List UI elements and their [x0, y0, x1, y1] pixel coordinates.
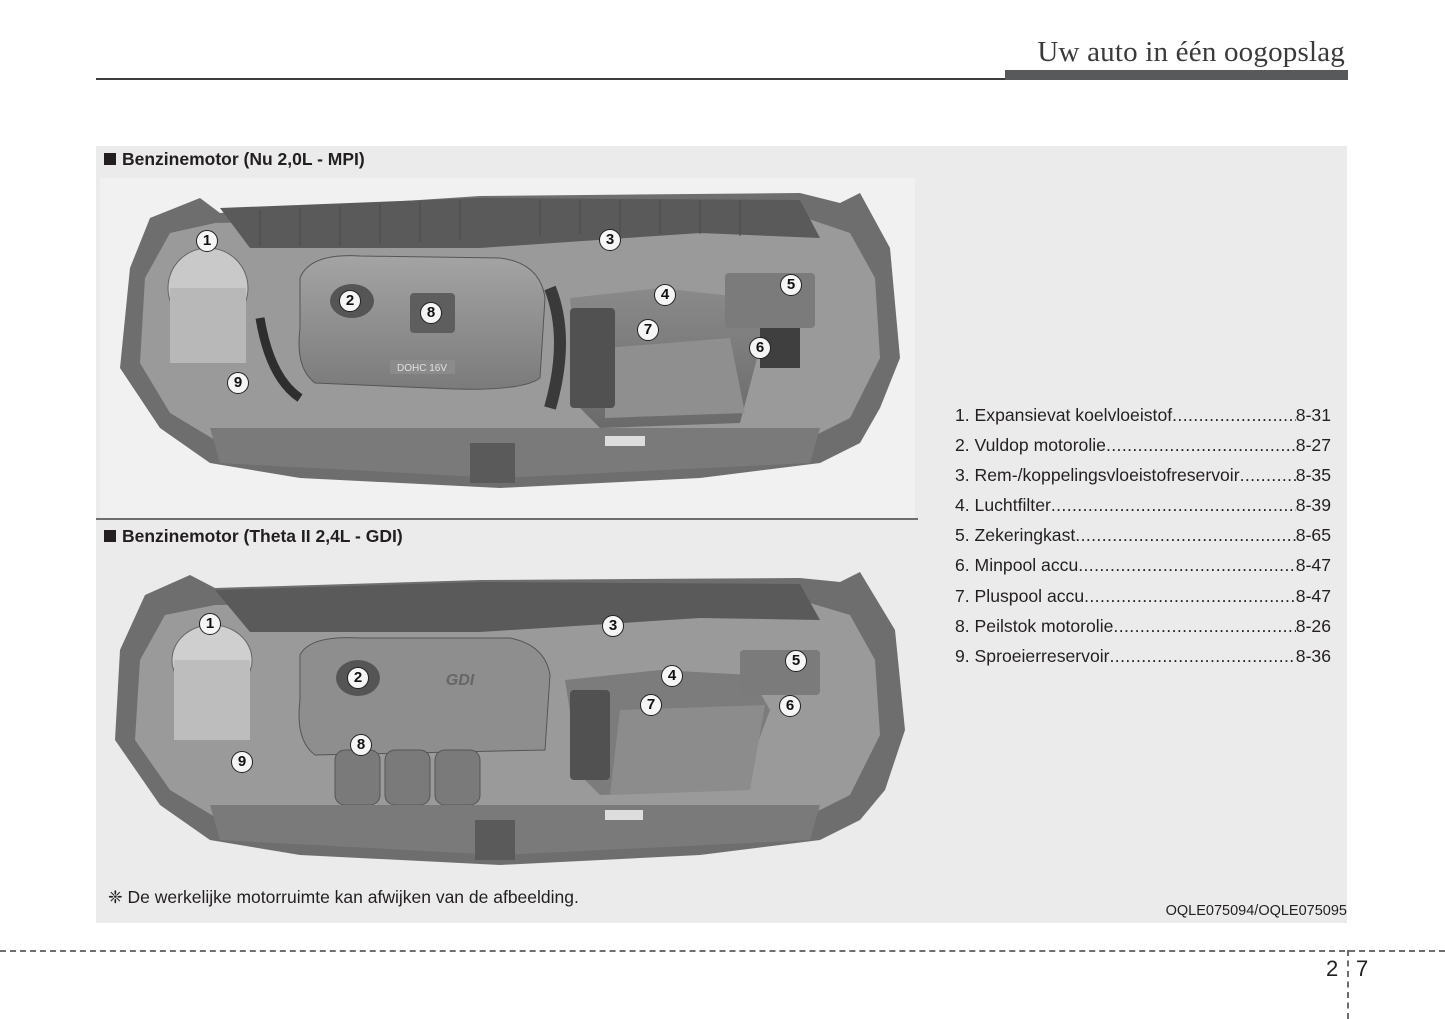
legend-item — [955, 646, 1331, 676]
engine-bay-graphic — [100, 178, 915, 518]
legend-page-ref: 8-27 — [1295, 435, 1331, 456]
callout-9: 9 — [227, 372, 249, 394]
callout-6: 6 — [779, 695, 801, 717]
leader-dots — [1084, 586, 1296, 607]
leader-dots — [1106, 435, 1296, 456]
legend-label: 6. Minpool accu — [955, 555, 1079, 576]
leader-dots — [1078, 555, 1296, 576]
chapter-title: Uw auto in één oogopslag — [1037, 36, 1345, 68]
legend-page-ref: 8-65 — [1295, 525, 1331, 546]
leader-dots — [1240, 465, 1296, 486]
legend-page-ref: 8-39 — [1295, 495, 1331, 516]
callout-1: 1 — [199, 613, 221, 635]
section-divider — [96, 518, 918, 520]
legend-page-ref: 8-47 — [1295, 585, 1331, 606]
header-rule-accent — [1005, 70, 1348, 80]
callout-7: 7 — [640, 694, 662, 716]
legend-item — [955, 555, 1331, 585]
callout-2: 2 — [347, 667, 369, 689]
legend-item — [955, 525, 1331, 555]
leader-dots — [1051, 495, 1296, 516]
legend-page-ref: 8-35 — [1295, 465, 1331, 486]
leader-dots — [1075, 525, 1296, 546]
bullet-square-icon — [104, 153, 116, 165]
callout-4: 4 — [661, 665, 683, 687]
callout-4: 4 — [654, 284, 676, 306]
bullet-square-icon — [104, 530, 116, 542]
callout-3: 3 — [599, 229, 621, 251]
callout-7: 7 — [637, 319, 659, 341]
callout-1: 1 — [196, 230, 218, 252]
page-number-separator — [1347, 950, 1349, 1019]
leader-dots — [1113, 616, 1295, 637]
caption-text: Benzinemotor (Theta II 2,4L - GDI) — [122, 526, 403, 546]
legend-label: 7. Pluspool accu — [955, 585, 1085, 606]
disclaimer-note: ❈ De werkelijke motorruimte kan afwijken van de afbeelding. — [108, 887, 579, 907]
engine-illustration-theta — [100, 560, 915, 870]
section-caption-nu — [104, 149, 365, 170]
callout-9: 9 — [231, 751, 253, 773]
svg-text:DOHC 16V: DOHC 16V — [396, 363, 448, 374]
legend-label: 2. Vuldop motorolie — [955, 435, 1106, 456]
image-reference-code: OQLE075094/OQLE075095 — [1165, 903, 1347, 919]
footer-dashed-rule — [0, 950, 1445, 952]
svg-text:GDI: GDI — [445, 672, 475, 689]
legend-item — [955, 495, 1331, 525]
component-legend — [955, 405, 1331, 676]
callout-5: 5 — [785, 650, 807, 672]
header-rule — [96, 78, 1006, 80]
caption-text: Benzinemotor (Nu 2,0L - MPI) — [122, 149, 365, 169]
callout-8: 8 — [350, 734, 372, 756]
callout-5: 5 — [780, 274, 802, 296]
page-number: 7 — [1356, 956, 1369, 981]
callout-8: 8 — [420, 302, 442, 324]
legend-page-ref: 8-36 — [1295, 645, 1331, 666]
legend-item — [955, 465, 1331, 495]
section-caption-theta — [104, 526, 403, 547]
legend-page-ref: 8-26 — [1295, 615, 1331, 636]
legend-item — [955, 616, 1331, 646]
legend-label: 4. Luchtfilter — [955, 495, 1051, 516]
callout-6: 6 — [749, 337, 771, 359]
legend-page-ref: 8-31 — [1295, 405, 1331, 425]
legend-label: 1. Expansievat koelvloeistof — [955, 405, 1173, 425]
legend-page-ref: 8-47 — [1295, 555, 1331, 576]
leader-dots — [1110, 646, 1296, 667]
engine-illustration-nu — [100, 178, 915, 518]
callout-2: 2 — [339, 290, 361, 312]
legend-item — [955, 435, 1331, 465]
legend-label: 5. Zekeringkast — [955, 525, 1076, 546]
legend-label: 8. Peilstok motorolie — [955, 615, 1114, 636]
legend-item — [955, 586, 1331, 616]
callout-3: 3 — [602, 615, 624, 637]
legend-item — [955, 405, 1331, 435]
leader-dots — [1172, 405, 1296, 426]
section-number: 2 — [1326, 956, 1339, 981]
legend-label: 3. Rem-/koppelingsvloeistofreservoir — [955, 465, 1240, 486]
legend-label: 9. Sproeierreservoir — [955, 645, 1110, 666]
